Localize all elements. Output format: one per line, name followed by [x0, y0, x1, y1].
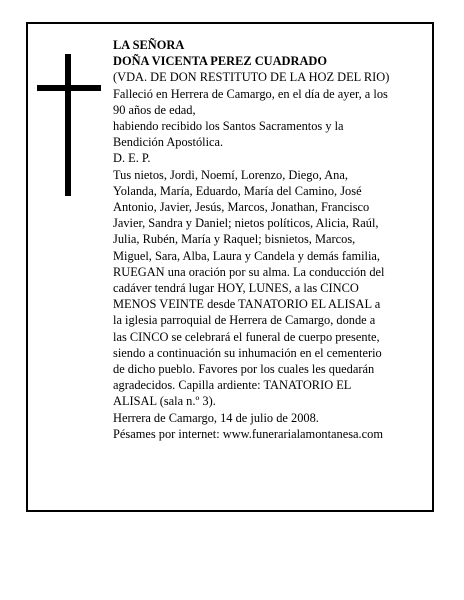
text-line: habiendo recibido los Santos Sacramentos y la: [113, 119, 344, 134]
text-line: agradecidos. Capilla ardiente: TANATORIO EL: [113, 378, 352, 393]
condolences-website-line: Pésames por internet: www.funerarialamontanesa.com: [113, 426, 383, 441]
text-line: Falleció en Herrera de Camargo, en el día de ayer, a los: [113, 86, 388, 101]
widow-of-line: (VDA. DE DON RESTITUTO DE LA HOZ DEL RIO): [113, 70, 390, 85]
text-line: Bendición Apostólica.: [113, 135, 224, 150]
rip-line: D. E. P.: [113, 151, 151, 166]
text-line: Miguel, Sara, Alba, Laura y Candela y demás familia,: [113, 248, 381, 263]
text-line: de dicho pueblo. Favores por los cuales les quedarán: [113, 362, 375, 377]
text-line: 90 años de edad,: [113, 102, 196, 117]
text-line: Antonio, Javier, Jesús, Marcos, Jonathan, Francisco: [113, 200, 370, 215]
date-place-line: Herrera de Camargo, 14 de julio de 2008.: [113, 410, 319, 425]
cross-vertical-bar: [65, 54, 71, 196]
text-line: siendo a continuación su inhumación en el cementerio: [113, 345, 382, 360]
deceased-name: DOÑA VICENTA PEREZ CUADRADO: [113, 54, 327, 69]
cross-icon: [37, 54, 101, 196]
text-line: la iglesia parroquial de Herrera de Camargo, donde a: [113, 313, 376, 328]
text-line: ALISAL (sala n.º 3).: [113, 394, 216, 409]
text-line: cadáver tendrá lugar HOY, LUNES, a las CINCO: [113, 281, 359, 296]
text-line: Yolanda, María, Eduardo, María del Camino, José: [113, 183, 362, 198]
text-line: Javier, Sandra y Daniel; nietos políticos, Alicia, Raúl,: [113, 216, 379, 231]
cross-horizontal-bar: [37, 85, 101, 91]
obituary-text: [113, 37, 425, 442]
text-line: MENOS VEINTE desde TANATORIO EL ALISAL a: [113, 297, 381, 312]
text-line: Julia, Rubén, María y Raquel; bisnietos, Marcos,: [113, 232, 356, 247]
notice-heading: LA SEÑORA: [113, 38, 185, 52]
text-line: Tus nietos, Jordi, Noemí, Lorenzo, Diego, Ana,: [113, 167, 348, 182]
text-line: las CINCO se celebrará el funeral de cuerpo presente,: [113, 329, 380, 344]
text-line: RUEGAN una oración por su alma. La conducción del: [113, 264, 385, 279]
